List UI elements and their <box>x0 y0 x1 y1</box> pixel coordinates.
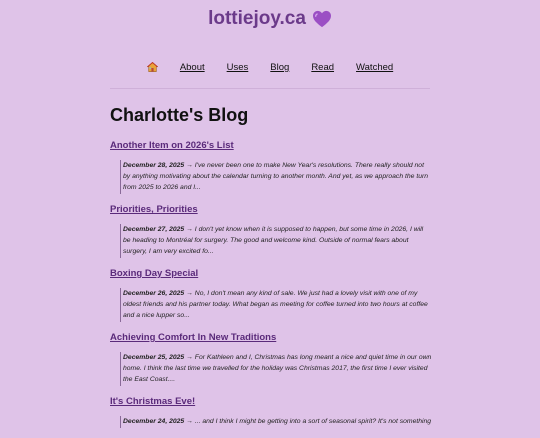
post-item <box>110 268 432 322</box>
home-icon <box>147 62 158 72</box>
post-title-link[interactable]: It's Christmas Eve! <box>110 396 196 407</box>
site-header <box>0 0 540 30</box>
post-excerpt <box>120 224 432 258</box>
post-item <box>110 204 432 258</box>
main-content <box>110 104 432 438</box>
nav-uses[interactable]: Uses <box>226 62 249 73</box>
page-title: Charlotte's Blog <box>110 105 249 125</box>
post-title-link[interactable]: Priorities, Priorities <box>110 204 198 215</box>
post-item <box>110 140 432 194</box>
post-date: December 27, 2025 <box>123 226 185 233</box>
nav-home[interactable] <box>147 62 158 74</box>
header-divider <box>110 88 430 89</box>
post-date: December 28, 2025 <box>123 162 185 169</box>
post-date: December 25, 2025 <box>123 354 185 361</box>
purple-heart-icon <box>312 10 332 28</box>
post-excerpt-text: → I've never been one to make New Year's resolutions. There really should not by anything motivating about the calendar turning to another month. And yet, as we approach the turn from 2025 to 2026 and I... <box>123 162 429 191</box>
post-excerpt <box>120 288 432 322</box>
post-excerpt <box>120 352 432 386</box>
post-excerpt-text: → For Kathleen and I, Christmas has long meant a nice and quiet time in our own home. I think the last time we travelled for the holiday was Christmas 2017, the first time I ever visited the East Coast.... <box>123 354 432 383</box>
post-date: December 26, 2025 <box>123 290 185 297</box>
site-title: lottiejoy.ca <box>208 8 306 29</box>
post-excerpt-text: → No, I don't mean any kind of sale. We just had a lovely visit with one of my oldest friends and his partner today. What began as meeting for coffee turned into two hours at coffee and a nice lupper so... <box>123 290 428 319</box>
post-excerpt-text: → ... and I think I might be getting into a sort of seasonal spirit? It's not something <box>184 418 432 425</box>
site-title-link[interactable] <box>208 8 332 30</box>
nav-blog[interactable]: Blog <box>270 62 290 73</box>
post-excerpt-text: → I don't yet know when it is supposed to happen, but some time in 2026, I will be heading to Montréal for surgery. The good and welcome kind. Outside of normal fears about surgery, I am very excited fo... <box>123 226 424 255</box>
post-excerpt <box>120 416 432 428</box>
post-title-link[interactable]: Boxing Day Special <box>110 268 199 279</box>
post-title-link[interactable]: Another Item on 2026's List <box>110 140 234 151</box>
nav-watched[interactable]: Watched <box>356 62 394 73</box>
post-item <box>110 396 432 428</box>
post-excerpt <box>120 160 432 194</box>
post-title-link[interactable]: Achieving Comfort In New Traditions <box>110 332 277 343</box>
post-date: December 24, 2025 <box>123 418 185 425</box>
nav-about[interactable]: About <box>179 62 205 73</box>
main-nav <box>0 62 540 74</box>
post-item <box>110 332 432 386</box>
nav-read[interactable]: Read <box>311 62 335 73</box>
